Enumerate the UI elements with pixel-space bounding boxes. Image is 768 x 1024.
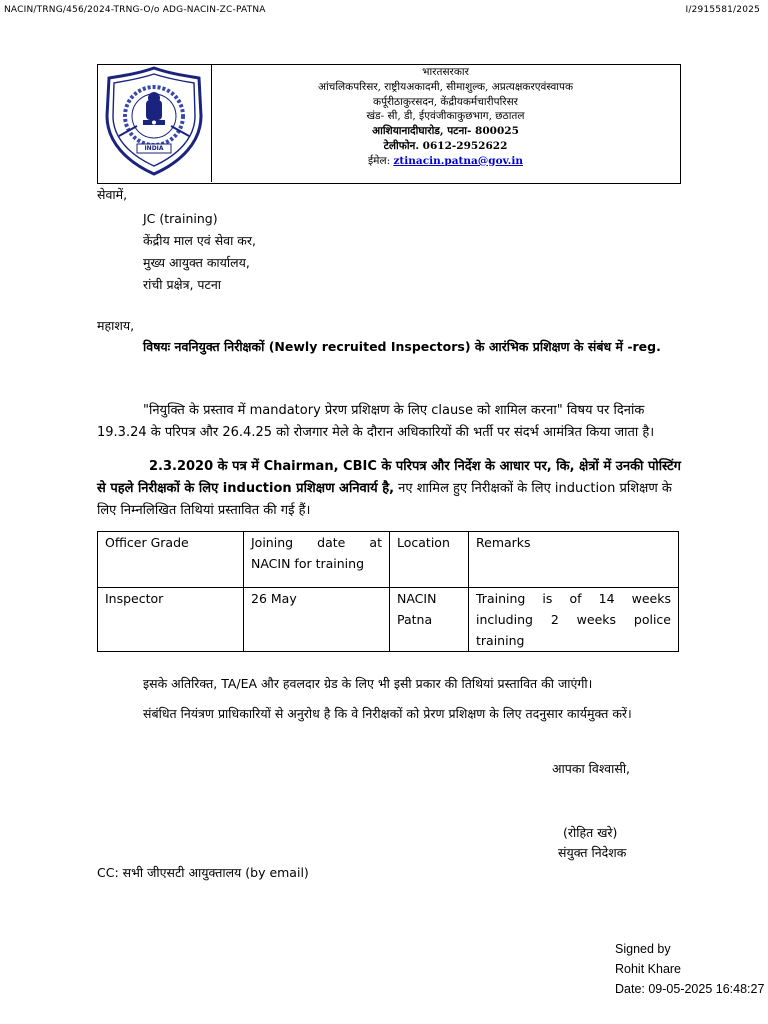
table-cell: Training is of 14 weeks including 2 weeks police training [469,588,679,652]
digital-signature-block [615,939,764,999]
signatory-name: (रोहित खरे) [563,825,618,840]
letterhead-line: खंड- सी, डी, ईएवंजीकाकुछभाग, छठातल [366,110,525,123]
addressee-block [143,208,256,296]
addressee-line: JC (training) [143,211,218,226]
table-cell: Inspector [98,588,244,652]
paragraph-1 [97,400,679,444]
subject-line: विषयः नवनियुक्त निरीक्षकों (Newly recruited Inspectors) के आरंभिक प्रशिक्षण के संबंध में -reg. [143,339,661,354]
signature-line: Rohit Khare [615,962,682,976]
logo-india-label: INDIA [144,145,164,152]
paragraph-3: इसके अतिरिक्त, TA/EA और हवलदार ग्रेड के लिए भी इसी प्रकार की तिथियां प्रस्तावित की जाएंगी। [143,676,593,691]
paragraph-2-line: लिए निम्नलिखित तिथियां प्रस्तावित की गई हैं। [97,503,311,518]
paragraph-2-line [97,478,679,500]
paragraph-2 [97,456,679,522]
training-schedule-table [97,531,679,652]
signature-line: Date: 09-05-2025 16:48:27 [615,982,765,996]
closing: आपका विश्वासी, [552,761,631,776]
table-header-row [98,532,679,588]
table-header-cell: Location [390,532,469,588]
email-link[interactable]: ztinacin.patna@gov.in [393,154,523,167]
paragraph-2-emphasis: से पहले निरीक्षकों के लिए induction प्रशिक्षण अनिवार्य है, [97,481,395,496]
document-number: I/2915581/2025 [685,5,760,15]
table-cell: 26 May [244,588,390,652]
table-header-cell: Officer Grade [98,532,244,588]
email-label: ईमेल: [368,154,391,167]
table-cell: NACIN Patna [390,588,469,652]
letterhead-line: टेलीफोन. 0612-2952622 [383,139,508,152]
paragraph-2-text: नए शामिल हुए निरीक्षकों के लिए induction प्रशिक्षण के [394,481,672,496]
letterhead-line: कर्पूरीठाकुरसदन, केंद्रीयकर्मचारीपरिसर [373,95,518,108]
file-reference: NACIN/TRNG/456/2024-TRNG-O/o ADG-NACIN-ZC-PATNA [4,5,266,15]
letterhead-line: भारतसरकार [422,66,469,78]
paragraph-1-line: 19.3.24 के परिपत्र और 26.4.25 को रोजगार मेले के दौरान अधिकारियों की भर्ती पर संदर्भ आमंत्रित किया जाता है। [97,425,655,440]
greeting: महाशय, [97,318,135,333]
emblem-logo-icon [97,64,211,182]
salutation: सेवामें, [97,187,128,202]
addressee-line: मुख्य आयुक्त कार्यालय, [143,255,250,270]
table-header-cell: Joining date at NACIN for training [244,532,390,588]
logo-cell [97,64,212,182]
addressee-line: रांची प्रक्षेत्र, पटना [143,277,221,292]
table-row [98,588,679,652]
letterhead-text [212,65,679,169]
letterhead-line: आंचलिकपरिसर, राष्ट्रीयअकादमी, सीमाशुल्क, अप्रत्यक्षकरएवंस्वापक [317,80,574,93]
addressee-line: केंद्रीय माल एवं सेवा कर, [143,233,256,248]
letterhead-email-line [212,154,679,169]
table-header-cell: Remarks [469,532,679,588]
paragraph-2-line: 2.3.2020 के पत्र में Chairman, CBIC के परिपत्र और निर्देश के आधार पर, कि, क्षेत्रों में उनकी पोस्टिंग [149,459,681,474]
paragraph-4: संबंधित नियंत्रण प्राधिकारियों से अनुरोध है कि वे निरीक्षकों को प्रेरण प्रशिक्षण के लिए तदनुसार कार्यमुक्त करें। [143,706,632,721]
signatory-title: संयुक्त निदेशक [558,845,627,860]
signature-line: Signed by [615,942,671,956]
cc-line: CC: सभी जीएसटी आयुक्तालय (by email) [97,865,309,880]
paragraph-1-line: "नियुक्ति के प्रस्ताव में mandatory प्रेरण प्रशिक्षण के लिए clause को शामिल करना" विषय पर दिनांक [143,403,645,418]
letterhead-line: आशियानादीघारोड, पटना- 800025 [372,125,519,138]
